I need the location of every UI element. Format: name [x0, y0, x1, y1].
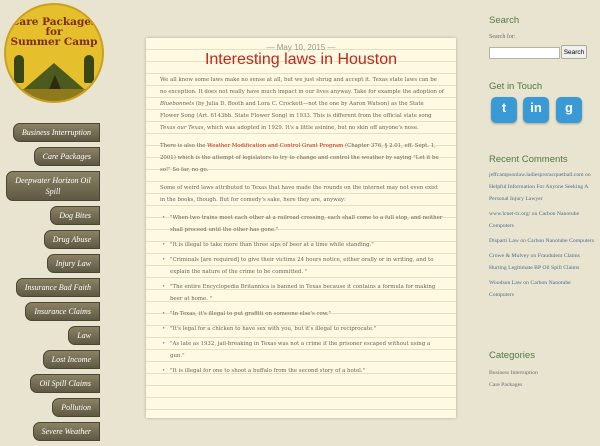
comment-post-link[interactable]: Carbon Nanotube Computers	[489, 211, 580, 229]
nav-item-lost-income[interactable]: Lost Income	[43, 350, 100, 369]
logo-ground	[6, 89, 102, 103]
nav-item-oil-spill-claims[interactable]: Oil Spill Claims	[30, 374, 100, 393]
comment-post-link[interactable]: Helpful Information For Anyone Seeking A Personal Injury Lawyer	[489, 184, 589, 202]
nav-item-drug-abuse[interactable]: Drug Abuse	[44, 230, 100, 249]
recent-comment	[489, 277, 597, 301]
list-item: • "It is illegal for one to shoot a buffalo from the second story of a hotel."	[160, 365, 444, 377]
post-date: — May 10, 2015 —	[266, 43, 336, 52]
logo-line-1: Care Packages	[11, 16, 97, 28]
google-glyph: g	[565, 100, 573, 115]
list-item: • "The entire Encyclopedia Britannica is banned in Texas because it contains a formula for making beer at home. "	[160, 281, 444, 305]
category-nav	[0, 123, 100, 446]
logo-tree-icon	[84, 55, 94, 83]
list-item: • "In Texas, it's illegal to put graffiti on someone else's cow."	[160, 308, 444, 320]
logo-tent-door	[49, 75, 61, 89]
nav-item-pollution[interactable]: Pollution	[52, 398, 100, 417]
recent-comment	[489, 235, 597, 247]
search-button[interactable]: Search	[561, 45, 587, 59]
twitter-icon[interactable]	[491, 97, 517, 123]
text-run: on	[529, 253, 538, 259]
site-logo[interactable]	[4, 3, 104, 103]
text-run: We all know some laws make no sense at all, but we just shrug and accept it. Texas state laws can be no exception. It does not really have much impact in our lives anyway. Take for example the adoption of	[160, 77, 444, 95]
search-input[interactable]	[489, 47, 560, 59]
recent-comments-title: Recent Comments	[489, 154, 568, 165]
post-content	[160, 74, 444, 380]
logo-tree-icon	[14, 55, 24, 83]
text-run: on	[530, 211, 539, 217]
recent-comments-list	[489, 169, 597, 304]
comment-author-link[interactable]: www.lcnet-tx.org/	[489, 211, 531, 217]
recent-comment	[489, 169, 597, 205]
nav-item-dog-bites[interactable]: Dog Bites	[50, 206, 100, 225]
text-run: There is also the	[160, 143, 208, 149]
comment-author-link[interactable]: Disparti Law	[489, 238, 519, 244]
logo-line-3: Summer Camp	[10, 36, 98, 48]
list-item: • "It's legal for a chicken to have sex with you, but it's illegal to reciprocate."	[160, 323, 444, 335]
text-run: (Chapter 376, § 2.01, eff. Sept. 1, 2001) which is the attempt of legislators to try to change and control the weather by saying "Let it be so!" So far, no go.	[160, 143, 439, 173]
text-run: Bluebonnets	[160, 101, 195, 107]
list-item: • "Criminals [are required] to give their victims 24 hours notice, either orally or in writing, and to explain the nature of the crime to be committed. "	[160, 254, 444, 278]
categories-list	[489, 367, 597, 391]
comment-post-link[interactable]: Carbon Nanotube Computers	[527, 238, 595, 244]
text-run: on	[583, 172, 591, 178]
list-item: • "It is illegal to take more than three sips of beer at a time while standing."	[160, 239, 444, 251]
recent-comment	[489, 208, 597, 232]
comment-post-link[interactable]: Fraudulent Claims Hurting Legitimate BP Oil Spill Claims	[489, 253, 580, 271]
nav-item-care-packages[interactable]: Care Packages	[34, 147, 100, 166]
list-item: • "When two trains meet each other at a railroad crossing, each shall come to a full stop, and neither shall proceed until the other has gone."	[160, 212, 444, 236]
text-run: (by Julia D. Booth and Lora C. Crockett—not the one by Aaron Watson) as the State Flower Song (Art. 6143bb. State Flower Song) in 1933. This is different from the official state song	[160, 101, 432, 119]
nav-item-injury-law[interactable]: Injury Law	[47, 254, 100, 273]
comment-author-link[interactable]: jeffcampsonlaw.ladiesproracquetball.com	[489, 172, 584, 178]
get-in-touch-title: Get in Touch	[489, 81, 543, 92]
text-run: on	[521, 280, 531, 286]
twitter-glyph: t	[501, 100, 507, 115]
nav-item-deepwater-horizon[interactable]: Deepwater Horizon Oil Spill	[6, 171, 100, 201]
comment-post-link[interactable]: Carbon Nanotube Computers	[489, 280, 571, 298]
list-item: • "As late as 1932, jail-breaking in Texas was not a crime if the prisoner escaped without using a gun."	[160, 338, 444, 362]
category-link[interactable]: Business Interruption	[489, 370, 538, 376]
recent-comment	[489, 250, 597, 274]
category-link[interactable]: Care Packages	[489, 382, 523, 388]
text-run: , which was adopted in 1929. It's a little asinine, but no skin off anyone's nose.	[203, 125, 419, 131]
text-run: on	[518, 238, 528, 244]
post-title[interactable]: Interesting laws in Houston	[204, 51, 398, 68]
logo-line-2: for	[45, 26, 63, 38]
search-widget-title: Search	[489, 15, 520, 26]
linkedin-glyph: in	[530, 100, 542, 115]
search-label: Search for:	[489, 34, 516, 40]
comment-author-link[interactable]: Woodson Law	[489, 280, 522, 286]
comment-author-link[interactable]: Crowe & Mulvey	[489, 253, 530, 259]
nav-item-insurance-bad-faith[interactable]: Insurance Bad Faith	[16, 278, 100, 297]
linkedin-icon[interactable]	[523, 97, 549, 123]
post-paragraph	[160, 140, 444, 176]
weird-laws-list	[160, 212, 444, 377]
nav-item-severe-weather[interactable]: Severe Weather	[33, 422, 100, 441]
post-paragraph: Some of weird laws attributed to Texas that have made the rounds on the internet may not even exist in the books, though. But for comedy's sake, here they are, anyway:	[160, 185, 438, 203]
google-icon[interactable]	[556, 97, 582, 123]
weather-program-link[interactable]: Weather Modification and Control Grant Program	[207, 143, 344, 149]
nav-item-business-interruption[interactable]: Business Interruption	[13, 123, 100, 142]
nav-item-insurance-claims[interactable]: Insurance Claims	[25, 302, 100, 321]
nav-item-law[interactable]: Law	[68, 326, 100, 345]
left-column	[0, 0, 135, 436]
post-paragraph	[160, 74, 444, 134]
text-run: Texas our Texas	[160, 125, 204, 131]
categories-title: Categories	[489, 350, 535, 361]
